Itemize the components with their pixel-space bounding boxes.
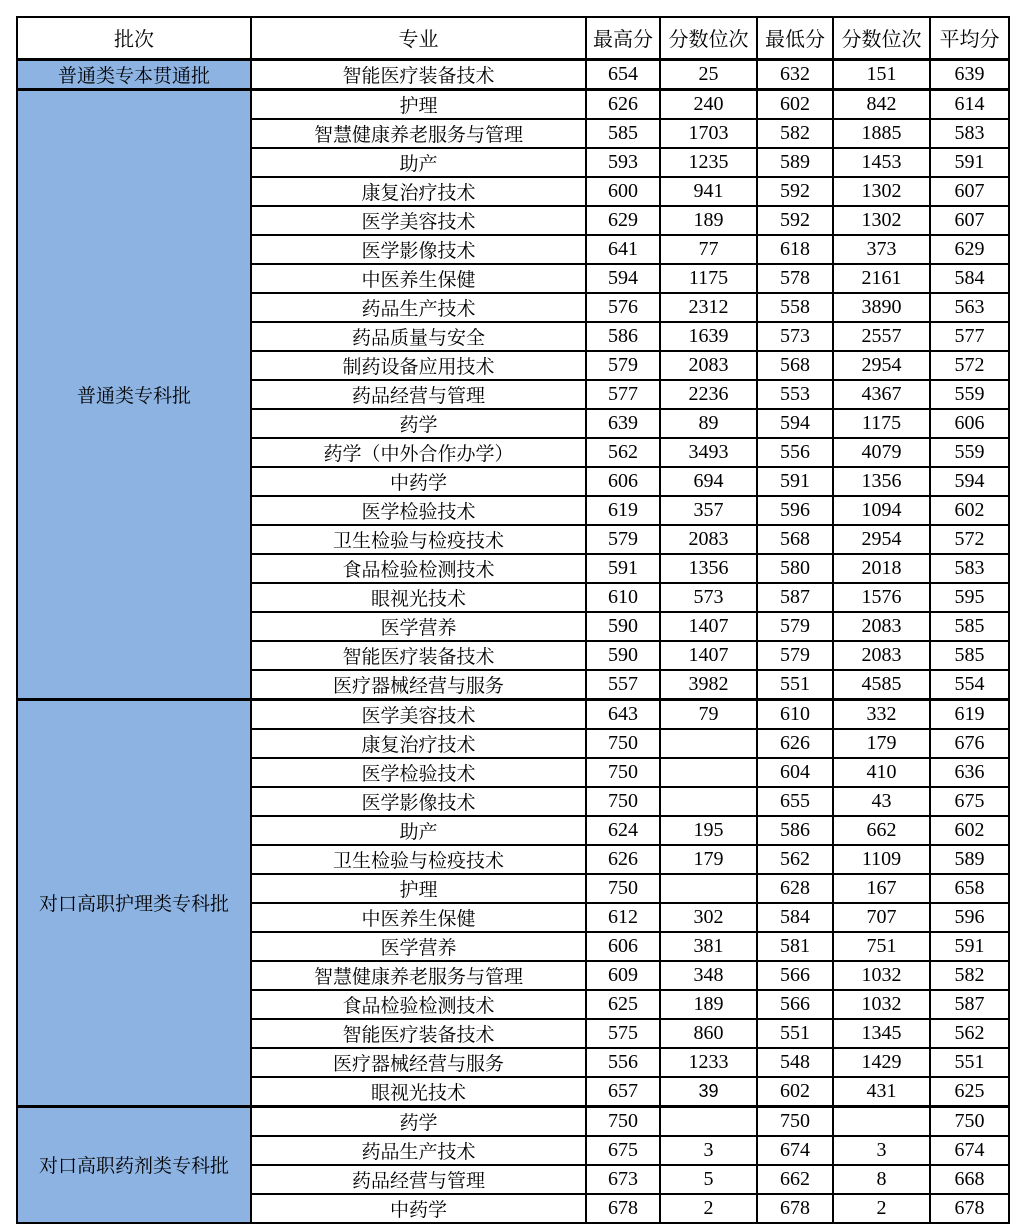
score-cell: 673 (586, 1165, 660, 1194)
score-cell: 618 (757, 235, 833, 264)
score-cell: 591 (757, 467, 833, 496)
score-cell: 590 (586, 612, 660, 641)
score-cell: 240 (660, 89, 757, 119)
score-cell: 657 (586, 1077, 660, 1107)
score-cell: 554 (930, 670, 1009, 700)
score-cell: 557 (586, 670, 660, 700)
major-cell: 制药设备应用技术 (251, 351, 586, 380)
score-cell: 625 (586, 990, 660, 1019)
score-cell: 625 (930, 1077, 1009, 1107)
score-cell: 606 (930, 409, 1009, 438)
score-cell: 556 (586, 1048, 660, 1077)
major-cell: 药品生产技术 (251, 293, 586, 322)
score-cell: 607 (930, 177, 1009, 206)
score-cell: 602 (757, 1077, 833, 1107)
score-cell: 572 (930, 351, 1009, 380)
batch-cell: 普通类专科批 (17, 89, 251, 699)
score-cell: 4367 (833, 380, 930, 409)
score-cell: 8 (833, 1165, 930, 1194)
score-cell: 582 (930, 961, 1009, 990)
table-row (17, 699, 1009, 729)
score-cell: 577 (930, 322, 1009, 351)
score-cell: 585 (586, 119, 660, 148)
score-cell: 636 (930, 758, 1009, 787)
score-cell: 579 (586, 351, 660, 380)
score-cell: 614 (930, 89, 1009, 119)
score-cell: 602 (930, 496, 1009, 525)
score-cell: 1429 (833, 1048, 930, 1077)
score-cell: 579 (586, 525, 660, 554)
score-cell: 573 (757, 322, 833, 351)
score-cell: 626 (757, 729, 833, 758)
score-cell: 668 (930, 1165, 1009, 1194)
score-cell: 585 (930, 612, 1009, 641)
score-cell: 750 (586, 874, 660, 903)
major-cell: 药学 (251, 409, 586, 438)
major-cell: 助产 (251, 816, 586, 845)
column-header-max-score: 最高分 (586, 17, 660, 59)
score-cell: 842 (833, 89, 930, 119)
score-cell: 548 (757, 1048, 833, 1077)
column-header-max-rank: 分数位次 (660, 17, 757, 59)
score-cell: 43 (833, 787, 930, 816)
score-cell: 2 (833, 1194, 930, 1223)
batch-cell: 对口高职药剂类专科批 (17, 1106, 251, 1223)
major-cell: 医学影像技术 (251, 787, 586, 816)
score-cell: 431 (833, 1077, 930, 1107)
score-cell: 2083 (833, 641, 930, 670)
score-cell: 860 (660, 1019, 757, 1048)
score-cell: 750 (586, 758, 660, 787)
major-cell: 中医养生保健 (251, 903, 586, 932)
score-cell: 609 (586, 961, 660, 990)
table-row (17, 89, 1009, 119)
score-cell: 674 (930, 1136, 1009, 1165)
score-cell: 612 (586, 903, 660, 932)
score-cell: 179 (833, 729, 930, 758)
score-cell: 610 (757, 699, 833, 729)
score-cell: 619 (586, 496, 660, 525)
score-cell: 381 (660, 932, 757, 961)
major-cell: 卫生检验与检疫技术 (251, 845, 586, 874)
major-cell: 药学（中外合作办学） (251, 438, 586, 467)
score-cell: 2954 (833, 525, 930, 554)
score-cell: 585 (930, 641, 1009, 670)
score-cell: 1302 (833, 177, 930, 206)
score-cell: 628 (757, 874, 833, 903)
score-cell: 5 (660, 1165, 757, 1194)
score-cell: 551 (757, 1019, 833, 1048)
score-cell: 576 (586, 293, 660, 322)
score-cell: 551 (757, 670, 833, 700)
score-cell: 594 (930, 467, 1009, 496)
major-cell: 药品质量与安全 (251, 322, 586, 351)
major-cell: 医学检验技术 (251, 758, 586, 787)
score-cell: 586 (586, 322, 660, 351)
score-cell: 1302 (833, 206, 930, 235)
score-cell (660, 874, 757, 903)
major-cell: 医学影像技术 (251, 235, 586, 264)
score-cell: 1175 (660, 264, 757, 293)
admission-scores-table (16, 16, 1010, 1224)
score-cell: 551 (930, 1048, 1009, 1077)
score-cell: 626 (586, 845, 660, 874)
table-row (17, 59, 1009, 89)
batch-cell: 普通类专本贯通批 (17, 59, 251, 89)
score-cell: 602 (930, 816, 1009, 845)
score-cell: 1345 (833, 1019, 930, 1048)
score-cell: 1233 (660, 1048, 757, 1077)
score-cell: 1703 (660, 119, 757, 148)
score-cell: 591 (586, 554, 660, 583)
score-cell (833, 1106, 930, 1136)
score-cell: 1235 (660, 148, 757, 177)
score-cell: 556 (757, 438, 833, 467)
score-cell: 607 (930, 206, 1009, 235)
score-cell: 562 (586, 438, 660, 467)
score-cell (660, 787, 757, 816)
score-cell: 594 (757, 409, 833, 438)
score-cell: 639 (586, 409, 660, 438)
score-cell: 619 (930, 699, 1009, 729)
score-cell: 582 (757, 119, 833, 148)
score-cell: 1032 (833, 961, 930, 990)
major-cell: 智能医疗装备技术 (251, 641, 586, 670)
score-cell: 1639 (660, 322, 757, 351)
score-cell: 592 (757, 206, 833, 235)
major-cell: 食品检验检测技术 (251, 990, 586, 1019)
score-cell: 662 (757, 1165, 833, 1194)
score-cell: 626 (586, 89, 660, 119)
score-cell: 1885 (833, 119, 930, 148)
major-cell: 康复治疗技术 (251, 729, 586, 758)
score-cell: 624 (586, 816, 660, 845)
score-cell: 579 (757, 641, 833, 670)
column-header-min-rank: 分数位次 (833, 17, 930, 59)
score-cell: 662 (833, 816, 930, 845)
major-cell: 中医养生保健 (251, 264, 586, 293)
score-cell: 553 (757, 380, 833, 409)
score-cell: 3493 (660, 438, 757, 467)
score-cell: 562 (757, 845, 833, 874)
score-cell: 604 (757, 758, 833, 787)
score-cell: 1576 (833, 583, 930, 612)
score-cell: 583 (930, 119, 1009, 148)
score-cell: 941 (660, 177, 757, 206)
score-cell (660, 729, 757, 758)
score-cell: 707 (833, 903, 930, 932)
score-cell: 600 (586, 177, 660, 206)
score-cell: 77 (660, 235, 757, 264)
score-cell: 2557 (833, 322, 930, 351)
score-cell: 563 (930, 293, 1009, 322)
major-cell: 药品生产技术 (251, 1136, 586, 1165)
score-cell: 596 (930, 903, 1009, 932)
major-cell: 医疗器械经营与服务 (251, 670, 586, 700)
score-cell: 606 (586, 932, 660, 961)
score-cell: 579 (757, 612, 833, 641)
score-cell: 655 (757, 787, 833, 816)
score-cell: 195 (660, 816, 757, 845)
score-cell: 675 (930, 787, 1009, 816)
score-cell: 750 (757, 1106, 833, 1136)
score-cell: 4585 (833, 670, 930, 700)
score-cell: 302 (660, 903, 757, 932)
major-cell: 康复治疗技术 (251, 177, 586, 206)
major-cell: 食品检验检测技术 (251, 554, 586, 583)
score-cell: 591 (930, 932, 1009, 961)
score-cell: 25 (660, 59, 757, 89)
score-cell: 586 (757, 816, 833, 845)
major-cell: 助产 (251, 148, 586, 177)
score-cell (660, 758, 757, 787)
score-cell: 593 (586, 148, 660, 177)
major-cell: 医学检验技术 (251, 496, 586, 525)
score-cell: 678 (586, 1194, 660, 1223)
score-cell: 1032 (833, 990, 930, 1019)
score-cell: 584 (757, 903, 833, 932)
major-cell: 药学 (251, 1106, 586, 1136)
major-cell: 医学营养 (251, 612, 586, 641)
score-cell: 558 (757, 293, 833, 322)
score-cell: 568 (757, 525, 833, 554)
score-cell: 1094 (833, 496, 930, 525)
score-cell: 2083 (660, 525, 757, 554)
score-cell: 676 (930, 729, 1009, 758)
score-cell: 602 (757, 89, 833, 119)
column-header-major: 专业 (251, 17, 586, 59)
score-cell: 79 (660, 699, 757, 729)
score-cell: 1356 (833, 467, 930, 496)
score-cell: 559 (930, 380, 1009, 409)
score-cell: 1175 (833, 409, 930, 438)
score-cell: 562 (930, 1019, 1009, 1048)
column-header-batch: 批次 (17, 17, 251, 59)
major-cell: 眼视光技术 (251, 583, 586, 612)
score-cell: 1109 (833, 845, 930, 874)
major-cell: 医学美容技术 (251, 206, 586, 235)
major-cell: 智慧健康养老服务与管理 (251, 119, 586, 148)
score-cell: 2083 (660, 351, 757, 380)
major-cell: 智能医疗装备技术 (251, 59, 586, 89)
score-cell: 566 (757, 990, 833, 1019)
major-cell: 中药学 (251, 467, 586, 496)
score-cell: 750 (586, 787, 660, 816)
score-cell: 373 (833, 235, 930, 264)
score-cell: 3890 (833, 293, 930, 322)
score-cell: 559 (930, 438, 1009, 467)
score-cell: 348 (660, 961, 757, 990)
score-cell: 590 (586, 641, 660, 670)
major-cell: 药品经营与管理 (251, 1165, 586, 1194)
score-cell: 577 (586, 380, 660, 409)
major-cell: 药品经营与管理 (251, 380, 586, 409)
score-cell: 596 (757, 496, 833, 525)
score-cell: 583 (930, 554, 1009, 583)
major-cell: 医疗器械经营与服务 (251, 1048, 586, 1077)
score-cell: 2 (660, 1194, 757, 1223)
score-cell: 587 (930, 990, 1009, 1019)
score-cell (660, 1106, 757, 1136)
score-cell: 332 (833, 699, 930, 729)
score-cell: 592 (757, 177, 833, 206)
score-cell: 357 (660, 496, 757, 525)
major-cell: 护理 (251, 89, 586, 119)
score-cell: 1407 (660, 641, 757, 670)
score-cell: 606 (586, 467, 660, 496)
score-cell: 1356 (660, 554, 757, 583)
score-cell: 594 (586, 264, 660, 293)
major-cell: 护理 (251, 874, 586, 903)
score-cell: 654 (586, 59, 660, 89)
score-cell: 587 (757, 583, 833, 612)
score-cell: 641 (586, 235, 660, 264)
score-cell: 575 (586, 1019, 660, 1048)
major-cell: 中药学 (251, 1194, 586, 1223)
score-cell: 573 (660, 583, 757, 612)
column-header-min-score: 最低分 (757, 17, 833, 59)
score-cell: 3 (833, 1136, 930, 1165)
score-cell: 1453 (833, 148, 930, 177)
score-cell: 179 (660, 845, 757, 874)
score-cell: 2161 (833, 264, 930, 293)
score-cell: 566 (757, 961, 833, 990)
score-cell: 2018 (833, 554, 930, 583)
score-cell: 595 (930, 583, 1009, 612)
score-cell: 3 (660, 1136, 757, 1165)
score-cell: 167 (833, 874, 930, 903)
score-cell: 589 (930, 845, 1009, 874)
score-cell: 1407 (660, 612, 757, 641)
score-cell: 151 (833, 59, 930, 89)
score-cell: 89 (660, 409, 757, 438)
score-cell: 678 (757, 1194, 833, 1223)
score-cell: 189 (660, 990, 757, 1019)
score-cell: 580 (757, 554, 833, 583)
score-cell: 750 (586, 729, 660, 758)
score-cell: 591 (930, 148, 1009, 177)
score-cell: 2236 (660, 380, 757, 409)
score-cell: 678 (930, 1194, 1009, 1223)
score-cell: 589 (757, 148, 833, 177)
score-cell: 39 (660, 1077, 757, 1107)
major-cell: 智能医疗装备技术 (251, 1019, 586, 1048)
score-cell: 581 (757, 932, 833, 961)
score-cell: 189 (660, 206, 757, 235)
score-cell: 2083 (833, 612, 930, 641)
table-row (17, 1106, 1009, 1136)
score-cell: 2312 (660, 293, 757, 322)
score-cell: 629 (930, 235, 1009, 264)
score-cell: 2954 (833, 351, 930, 380)
score-cell: 410 (833, 758, 930, 787)
major-cell: 卫生检验与检疫技术 (251, 525, 586, 554)
score-cell: 568 (757, 351, 833, 380)
batch-cell: 对口高职护理类专科批 (17, 699, 251, 1106)
score-cell: 675 (586, 1136, 660, 1165)
score-cell: 610 (586, 583, 660, 612)
major-cell: 医学营养 (251, 932, 586, 961)
score-cell: 674 (757, 1136, 833, 1165)
column-header-avg-score: 平均分 (930, 17, 1009, 59)
score-cell: 639 (930, 59, 1009, 89)
score-cell: 632 (757, 59, 833, 89)
score-cell: 658 (930, 874, 1009, 903)
score-cell: 629 (586, 206, 660, 235)
score-cell: 750 (586, 1106, 660, 1136)
score-cell: 572 (930, 525, 1009, 554)
major-cell: 眼视光技术 (251, 1077, 586, 1107)
table-header (17, 17, 1009, 59)
score-cell: 584 (930, 264, 1009, 293)
score-cell: 578 (757, 264, 833, 293)
score-cell: 643 (586, 699, 660, 729)
major-cell: 智慧健康养老服务与管理 (251, 961, 586, 990)
table-body (17, 59, 1009, 1223)
score-cell: 694 (660, 467, 757, 496)
score-cell: 4079 (833, 438, 930, 467)
score-cell: 751 (833, 932, 930, 961)
score-cell: 750 (930, 1106, 1009, 1136)
score-cell: 3982 (660, 670, 757, 700)
header-row (17, 17, 1009, 59)
major-cell: 医学美容技术 (251, 699, 586, 729)
